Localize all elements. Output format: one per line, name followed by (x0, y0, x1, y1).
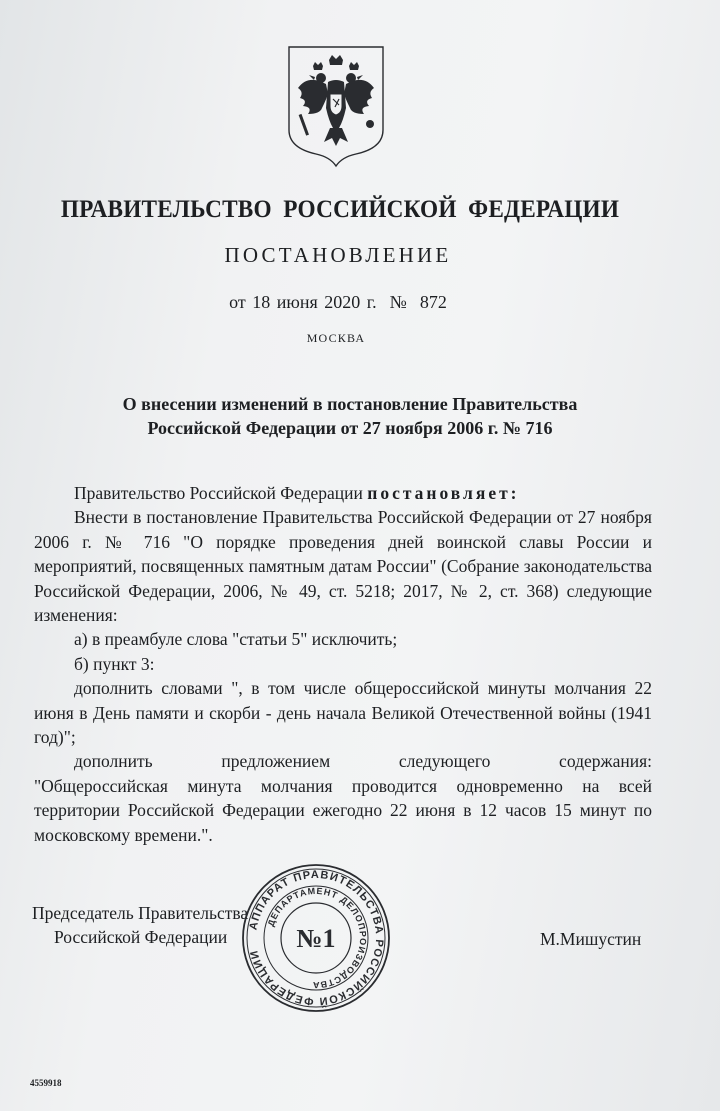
body-paragraph-7: "Общероссийская минута молчания проводится одновременно на всей территории Российской Федерации ежегодно 22 июня в 12 часов 15 минут по московскому времени.". (34, 775, 652, 845)
body-paragraph-1-lead: Правительство Российской Федерации (74, 483, 368, 503)
stamp-center-number: №1 (296, 924, 336, 953)
official-stamp (240, 862, 392, 1014)
subject-line-2: Российской Федерации от 27 ноября 2006 г. № 716 (147, 418, 553, 438)
document-city: МОСКВА (306, 331, 366, 345)
subject-line-1: О внесении изменений в постановление Правительства (122, 394, 578, 414)
signatory-name: М.Мишустин (540, 929, 642, 949)
document-body (34, 481, 652, 847)
document-type: ПОСТАНОВЛЕНИЕ (224, 243, 452, 267)
body-paragraph-1-decree: постановляет: (367, 483, 520, 503)
signatory-title-line-1: Председатель Правительства (32, 903, 249, 923)
document-date-number: от 18 июня 2020 г. № 872 (229, 292, 447, 312)
body-paragraph-5: дополнить словами ", в том числе общероссийской минуты молчания 22 июня в День памяти и скорби - день начала Великой Отечественной войны (1941 год)"; (34, 678, 652, 748)
stamp-outer-text: АППАРАТ ПРАВИТЕЛЬСТВА РОССИЙСКОЙ ФЕДЕРАЦИИ (247, 868, 386, 1008)
document-serial-number: 4559918 (30, 1078, 62, 1088)
signatory-title-line-2: Российской Федерации (54, 927, 228, 947)
body-paragraph-3: а) в преамбуле слова "статьи 5" исключить; (74, 629, 398, 650)
body-paragraph-1 (34, 481, 652, 505)
document-subject (60, 392, 640, 440)
government-title: ПРАВИТЕЛЬСТВО РОССИЙСКОЙ ФЕДЕРАЦИИ (60, 196, 620, 223)
emblem-icon (286, 44, 386, 168)
stamp-inner-text: ДЕПАРТАМЕНТ ДЕЛОПРОИЗВОДСТВА (265, 885, 369, 991)
body-paragraph-4: б) пункт 3: (74, 653, 155, 674)
body-paragraph-6: дополнить предложением следующего содержания: (74, 751, 652, 772)
body-paragraph-2: Внести в постановление Правительства Российской Федерации от 27 ноября 2006 г. № 716 "О порядке проведения дней воинской славы России и мероприятий, посвященных памятным датам России" (Собрание законодательства Российской Федерации, 2006, № 49, ст. 5218; 2017, № 2, ст. 368) следующие изменения: (34, 507, 652, 626)
signatory-title (32, 901, 248, 949)
